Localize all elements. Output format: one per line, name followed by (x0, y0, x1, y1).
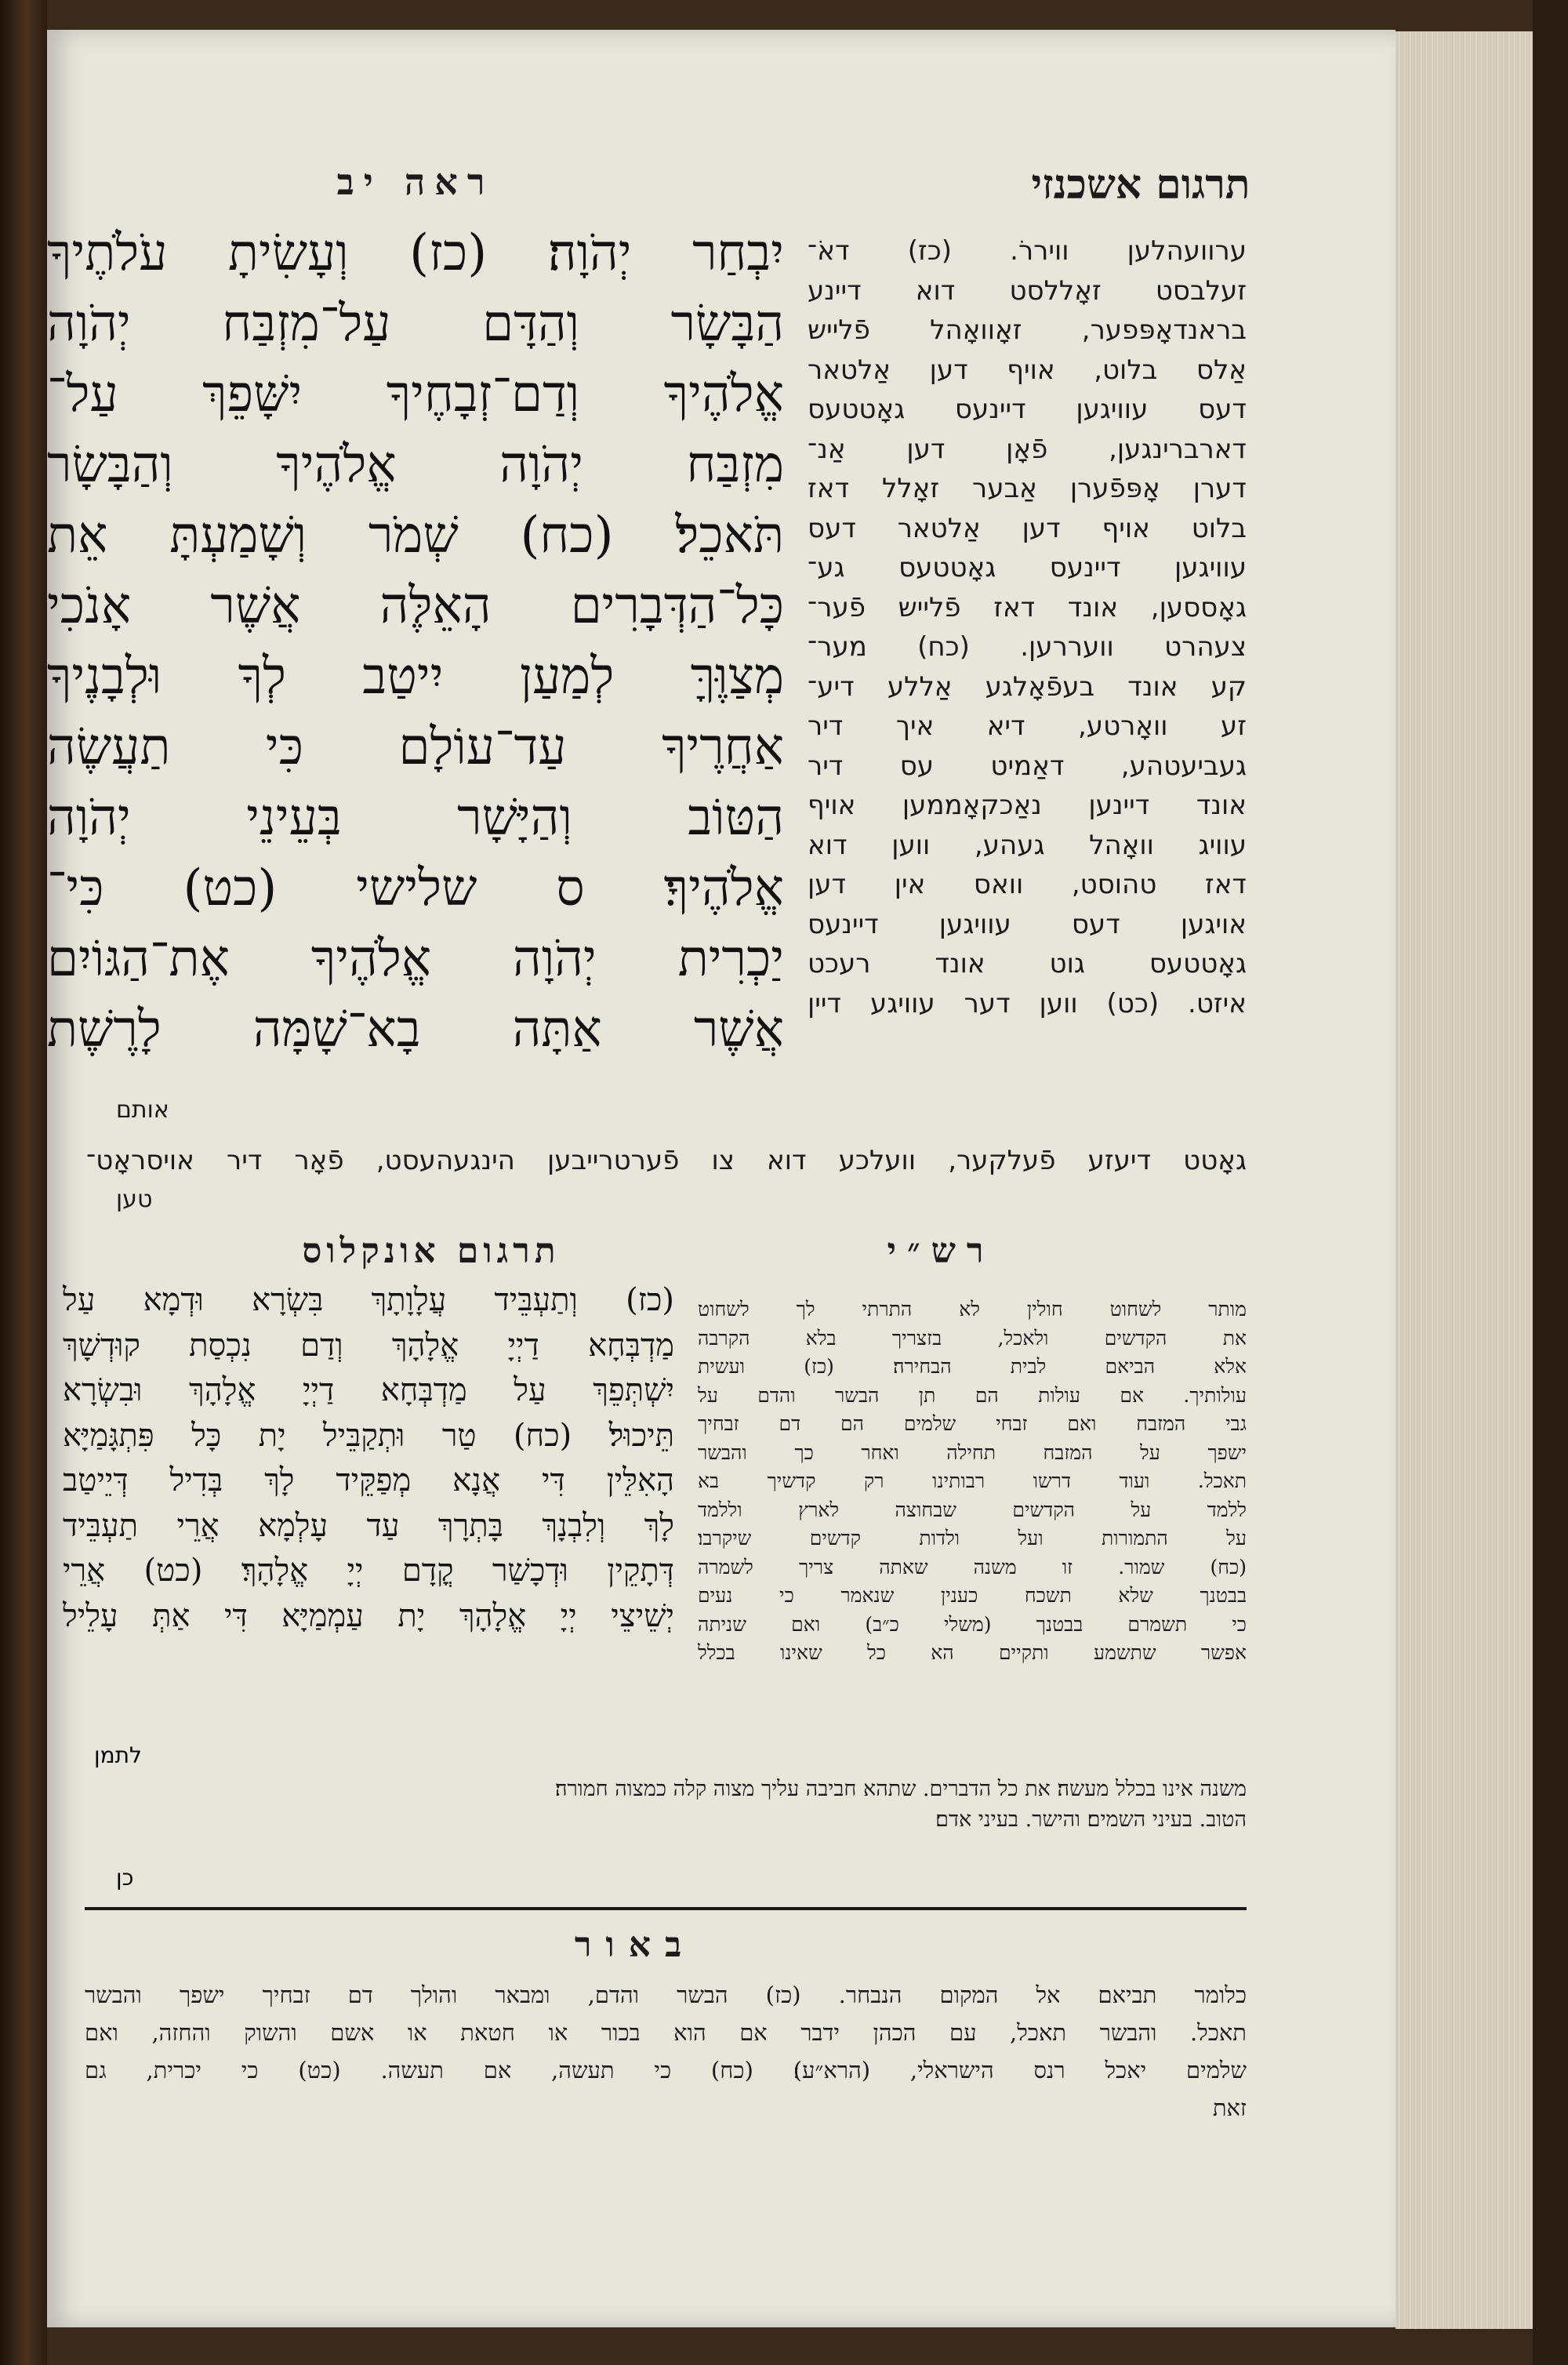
book-binding (0, 0, 47, 2365)
page-edges (1396, 31, 1533, 2329)
section-divider (85, 1907, 1247, 1910)
main-text-line: אֱלֹהֶיךָ וְדַם־זְבָחֶיךָ יִשָּׁפֵךְ עַל־ (47, 365, 784, 423)
main-text-line: אֲשֶׁר אַתָּה בָא־שָׁמָּה לָרֶשֶׁת (47, 1001, 784, 1059)
main-text-line: תֹּאכֵל׃ (כח) שְׁמֹר וְשָׁמַעְתָּ אֵת (47, 507, 784, 565)
onkelos-line: תֵּיכוּל׃ (כח) טַר וּתְקַבֵּיל יָת כָּל פִּתְגָּמַיָּא (63, 1417, 674, 1454)
ashkenazi-line: דאז טהוסט, וואס אין דען (808, 869, 1247, 900)
rashi-line: (כח) שמור. זו משנה שאתה צריך לשמרה (698, 1555, 1247, 1578)
biur-line: זאת (1212, 2094, 1247, 2121)
main-text-line: הַטּוֹב וְהַיָּשָׁר בְּעֵינֵי יְהֹוָה (47, 789, 784, 847)
main-text-line: הַבָּשָׂר וְהַדָּם עַל־מִזְבַּח יְהֹוָה (47, 295, 784, 353)
ashkenazi-line: זע וואָרטע, דיא איך דיר (808, 710, 1247, 742)
ashkenazi-line: בראנדאָפּפער, זאָוואָהל פֿלייש (808, 314, 1247, 346)
rashi-line: גבי המזבח ואם זבחי שלמים הם דם זבחיך (698, 1412, 1247, 1435)
rashi-title: רש״י (887, 1231, 995, 1271)
rashi-line: אלא הביאם לבית הבחירה׃ (כז) ועשית (698, 1355, 1247, 1378)
ashkenazi-line: קע אונד בעפֿאָלגע אַללע דיע־ (808, 670, 1247, 703)
onkelos-line: דְּתָקֵין וּדְכָשַׁר קֳדָם יְיָ אֱלָהָךְ׃ (כט) אֲרֵי (63, 1553, 674, 1589)
main-text-line: יַכְרִית יְהֹוָה אֱלֹהֶיךָ אֶת־הַגּוֹיִם (47, 930, 784, 988)
onkelos-line: הָאִלֵּין דִּי אֲנָא מְפַקֵּיד לָךְ בְּדִיל דְּיֵיטַב (63, 1462, 674, 1499)
biur-line: כלומר תביאם אל המקום הנבחר. (כז) הבשר והדם, ומבאר והולך דם זבחיך ישפך והבשר (85, 1982, 1247, 2008)
onkelos-line: (כז) וְתַעְבֵּיד עֲלָוָתָךְ בִּשְׂרָא וּדְמָא עַל (63, 1282, 674, 1318)
main-text-line: מִזְבַּח יְהֹוָה אֱלֹהֶיךָ וְהַבָּשָׂר (47, 436, 784, 494)
ashkenazi-line: גאָססען, אונד דאז פֿלייש פֿער־ (808, 591, 1247, 623)
rashi-line: ללמד על הקדשים שבחוצה לארץ וללמד (698, 1498, 1247, 1521)
ashkenazi-line: געביעטהע, דאַמיט עס דיר (808, 750, 1247, 782)
main-text-line: מְצַוֶּךָּ לְמַעַן יִיטַב לְךָ וּלְבָנֶיךָ (47, 648, 784, 706)
catchword-ashkenazi: טען (116, 1186, 153, 1213)
catchword-rashi: כן (116, 1865, 134, 1891)
ashkenazi-line: זעלבסט זאָללסט דוא דיינע (808, 274, 1247, 307)
onkelos-line: מַדְבְּחָא דַיְיָ אֱלָהָךְ וְדַם נִכְסַת קוּדְשָׁךְ (63, 1327, 674, 1364)
ashkenazi-line: גאָטטעס גוט אונד רעכט (808, 948, 1247, 979)
biur-commentary (85, 1976, 1247, 2127)
onkelos-line: יִשְׁתְּפֵךְ עַל מַדְבְּחָא דַיְיָ אֱלָהָךְ וּבִשְׂרָא (63, 1372, 674, 1408)
onkelos-title: תרגום אונקלוס (302, 1231, 561, 1271)
rashi-line: ישפך על המזבח תחילה ואחר כך והבשר (698, 1440, 1247, 1464)
ashkenazi-line: דארברינגען, פֿאָן דען אַנ־ (808, 433, 1247, 465)
ashkenazi-line: דערן אָפּפֿערן אַבער זאָלל דאז (808, 473, 1247, 504)
rashi-line: עולותיך. אם עולות הם תן הבשר והדם על (698, 1383, 1247, 1407)
ashkenazi-line: בלוט אויף דען אַלטאר דעס (808, 512, 1247, 544)
onkelos-line: לָךְ וְלִבְנָךְ בָּתְרָךְ עַד עָלְמָא אֲרֵי תַעְבֵּיד (63, 1507, 674, 1544)
rashi-continuation-line: משנה אינו בכלל מעשה׃ את כל הדברים. שתהא חביבה עליך מצוה קלה כמצוה חמורה׃ (554, 1777, 1247, 1801)
main-torah-text (47, 218, 784, 1069)
ashkenazi-line: אויגען דעס עוויגען דיינעס (808, 908, 1247, 940)
running-header-ashkenazi: תרגום אשכנזי (1031, 161, 1250, 209)
onkelos-line: יְשֵׁיצֵי יְיָ אֱלָהָךְ יָת עַמְמַיָּא דִּי אַתְּ עָלֵיל (63, 1597, 674, 1634)
ashkenazi-line: עוויגען דיינעס גאָטטעס גע־ (808, 552, 1247, 583)
ashkenazi-line: אונד דיינען נאַכקאָממען אויף (808, 790, 1247, 821)
rashi-continuation (314, 1774, 1247, 1835)
ashkenazi-continuation: גאָטט דיעזע פֿעלקער, וועלכע דוא צו פֿערטרייבען הינגעהעסט, פֿאָר דיר אויסראָט־ (86, 1145, 1247, 1176)
ashkenazi-line: דעס עוויגען דיינעס גאָטטעס (808, 394, 1247, 425)
rashi-line: אפשר שתשמע ותקיים הא כל שאינו בכלל (698, 1641, 1247, 1664)
ashkenazi-line: עוויג וואָהל געהע, ווען דוא (808, 829, 1247, 861)
ashkenazi-line: אַלס בלוט, אויף דען אַלטאר (808, 354, 1247, 386)
catchword-main: אותם (116, 1096, 169, 1124)
rashi-line: מותר לשחוט חולין לא התרתי לך לשחוט (698, 1298, 1247, 1321)
biur-line: תאכל. והבשר תאכל, עם הכהן ידבר אם הוא בכור או חטאת או אשם והשוק והחזה, ואם (85, 2019, 1247, 2046)
catchword-onkelos: לתמן (94, 1742, 142, 1768)
rashi-line: בבטנך שלא תשכח כענין שנאמר כי נעים (698, 1584, 1247, 1607)
ashkenazi-line: איזט. (כט) ווען דער עוויגע דיין (808, 987, 1247, 1019)
main-text-line: אַחֲרֶיךָ עַד־עוֹלָם כִּי תַעֲשֶׂה (47, 718, 784, 776)
rashi-line: כי תשמרם בבטנך (משלי כ״ב) ואם שניתה (698, 1612, 1247, 1636)
ashkenazi-line: צעהרט וועררען. (כח) מער־ (808, 631, 1247, 663)
ashkenazi-line: ערוועהלען וויררׂ. (כז) דאׂ־ (808, 235, 1247, 267)
rashi-line: את הקדשים ולאכל, בזצריך בלא הקרבה (698, 1326, 1247, 1350)
rashi-line: על התמורות ועל ולדות קדשים שיקרבו׃ (698, 1527, 1247, 1549)
book-cover-edge (1533, 0, 1568, 2365)
onkelos-text (63, 1278, 674, 1639)
rashi-line: תאכל. ועוד דרשו רבותינו רק קדשיך בא (698, 1469, 1247, 1492)
main-text-line: כָּל־הַדְּבָרִים הָאֵלֶּה אֲשֶׁר אָנֹכִי (47, 577, 784, 635)
running-header-parasha: ראה יב (336, 161, 495, 203)
biur-line: שלמים יאכל רנס הישראלי, (הרא״ע)׃ (כח) כי תעשה, אם תעשה. (כט) כי יכרית, גם (85, 2057, 1247, 2083)
main-text-line: אֱלֹהֶיךָ׃ ס שלישי (כט) כִּי־ (47, 859, 784, 917)
ashkenazi-translation (808, 231, 1247, 1141)
biur-title: באור (574, 1925, 696, 1965)
main-text-line: יִבְחַר יְהֹוָה׃ (כז) וְעָשִׂיתָ עֹלֹתֶיךָ (47, 224, 784, 282)
rashi-continuation-line: הטוב. בעיני השמים׃ והישר. בעיני אדם׃ (935, 1807, 1247, 1832)
rashi-commentary (698, 1295, 1247, 1668)
